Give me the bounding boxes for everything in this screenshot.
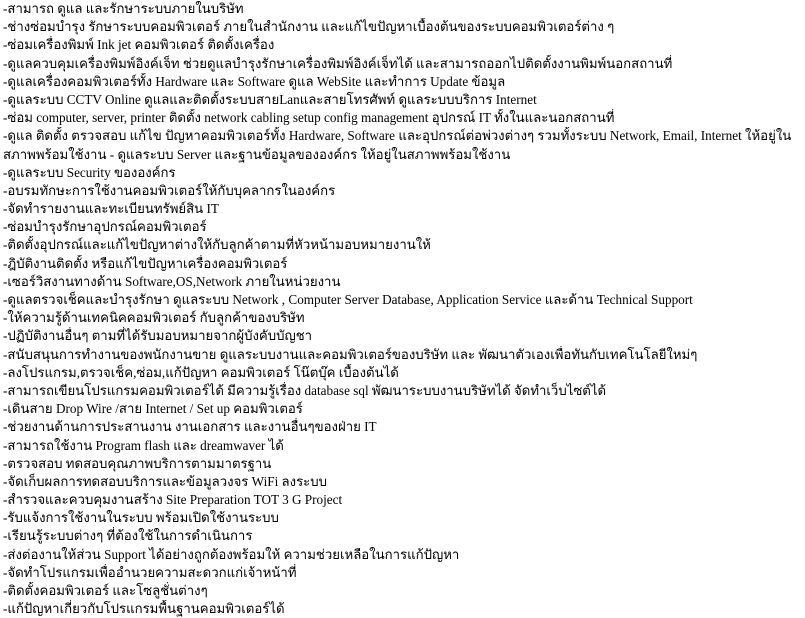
list-item: -ปฏิบัติงานอื่นๆ ตามที่ได้รับมอบหมายจากผู้บังคับบัญชา xyxy=(3,328,313,344)
list-item: -ส่งต่องานให้ส่วน Support ได้อย่างถูกต้องพร้อมให้ ความช่วยเหลือในการแก้ปัญหา xyxy=(3,546,460,562)
list-item: -ดูแลระบบ Security ขององค์กร xyxy=(3,164,176,180)
list-item: -ดูแลควบคุมเครื่องพิมพ์อิงค์เจ็ท ช่วยดูแลบำรุงรักษาเครื่องพิมพ์อิงค์เจ็ทได้ และสามารถออกไปติดตั้งงานพิมพ์นอกสถานที่ xyxy=(3,55,673,71)
list-item: -ดูแลตรวจเช็คและบำรุงรักษา ดูแลระบบ Network , Computer Server Database, Application Service และด้าน Technical Support xyxy=(3,292,693,308)
list-item: -จัดทำโปรแกรมเพื่ออำนวยความสะดวกแก่เจ้าหน้าที่ xyxy=(3,564,297,580)
list-item: -เดินสาย Drop Wire /สาย Internet / Set up คอมพิวเตอร์ xyxy=(3,401,303,417)
list-item: -สำรวจและควบคุมงานสร้าง Site Preparation TOT 3 G Project xyxy=(3,492,343,508)
list-item: -สนับสนุนการทำงานของพนักงานขาย ดูแลระบบงานและคอมพิวเตอร์ของบริษัท และ พัฒนาตัวเองเพื่อทันกับเทคโนโลยีใหม่ๆ xyxy=(3,346,698,362)
list-item: -อบรมทักษะการใช้งานคอมพิวเตอร์ให้กับบุคลากรในองค์กร xyxy=(3,182,336,198)
list-item: -รับแจ้งการใช้งานในระบบ พร้อมเปิดใช้งานระบบ xyxy=(3,510,279,526)
list-item: -ซ่อมบำรุงรักษาอุปกรณ์คอมพิวเตอร์ xyxy=(3,219,207,235)
list-item: -เรียนรู้ระบบต่างๆ ที่ต้องใช้ในการดำเนินการ xyxy=(3,528,253,544)
list-item: -ช่วยงานด้านการประสานงาน งานเอกสาร และงานอื่นๆของฝ่าย IT xyxy=(3,419,377,435)
list-item: -ให้ความรู้ด้านเทคนิคคอมพิวเตอร์ กับลูกค้าของบริษัท xyxy=(3,310,305,326)
list-item: -ดูแลระบบ CCTV Online ดูแลและติดตั้งระบบสายLanและสายโทรศัพท์ ดูแลระบบบริการ Internet xyxy=(3,91,537,107)
list-item: -สามารถ ดูแล และรักษาระบบภายในบริษัท xyxy=(3,1,244,16)
list-item: -จัดเก็บผลการทดสอบบริการและข้อมูลวงจร WiFi ลงระบบ xyxy=(3,473,327,489)
list-item: -ติดตั้งอุปกรณ์และแก้ไขปัญหาต่างให้กับลูกค้าตามที่หัวหน้ามอบหมายงานให้ xyxy=(3,237,431,253)
list-item: -แก้ปัญหาเกี่ยวกับโปรแกรมพื้นฐานคอมพิวเตอร์ได้ xyxy=(3,601,285,617)
list-item: -ซ่อม computer, server, printer ติดตั้ง network cabling setup config management อุปกรณ์ IT ทั้งในและนอกสถานที่ xyxy=(3,110,615,126)
list-item: -สามารถเขียนโปรแกรมคอมพิวเตอร์ได้ มีความรู้เรื่อง database sql พัฒนาระบบงานบริษัทได้ จัดทำเว็บไซต์ได้ xyxy=(3,382,607,398)
job-responsibilities-list xyxy=(3,0,802,618)
list-item: -สามารถใช้งาน Program flash และ dreamwaver ได้ xyxy=(3,437,284,453)
list-item: -ฎิบัติงานติดตั้ง หรือแก้ไขปัญหาเครื่องคอมพิวเตอร์ xyxy=(3,255,288,271)
list-item: -เซอร์วิสงานทางด้าน Software,OS,Network ภายในหน่วยงาน xyxy=(3,273,341,289)
list-item: -ติดตั้งคอมพิวเตอร์ และโซลูชั่นต่างๆ xyxy=(3,583,208,599)
list-item: -ตรวจสอบ ทดสอบคุณภาพบริการตามมาตรฐาน xyxy=(3,455,272,471)
list-item: -ช่างซ่อมบำรุง รักษาระบบคอมพิวเตอร์ ภายในสำนักงาน และแก้ไขปัญหาเบื้องต้นของระบบคอมพิวเตอร์ต่าง ๆ xyxy=(3,19,615,35)
list-item: -ลงโปรแกรม,ตรวจเช็ค,ซ่อม,แก้ปัญหา คอมพิวเตอร์ โน๊ตบุ๊ค เบื้องต้นได้ xyxy=(3,364,399,380)
list-item: -ดูแลเครื่องคอมพิวเตอร์ทั้ง Hardware และ Software ดูแล WebSite และทำการ Update ข้อมูล xyxy=(3,73,506,89)
list-item: -ซ่อมเครื่องพิมพ์ Ink jet คอมพิวเตอร์ ติดตั้งเครื่อง xyxy=(3,37,275,53)
list-item: -ดูแล ติดตั้ง ตรวจสอบ แก้ไข ปัญหาคอมพิวเตอร์ทั้ง Hardware, Software และอุปกรณ์ต่อพ่วงต่างๆ รวมทั้งระบบ Network, Email, Internet ให้อยู่ในสภาพพร้อมใช้งาน - ดูแลระบบ Server และฐานข้อมูลขององค์กร ให้อยู่ในสภาพพร้อมใช้งาน xyxy=(3,128,792,162)
list-item: -จัดทำรายงานและทะเบียนทรัพย์สิน IT xyxy=(3,201,219,217)
